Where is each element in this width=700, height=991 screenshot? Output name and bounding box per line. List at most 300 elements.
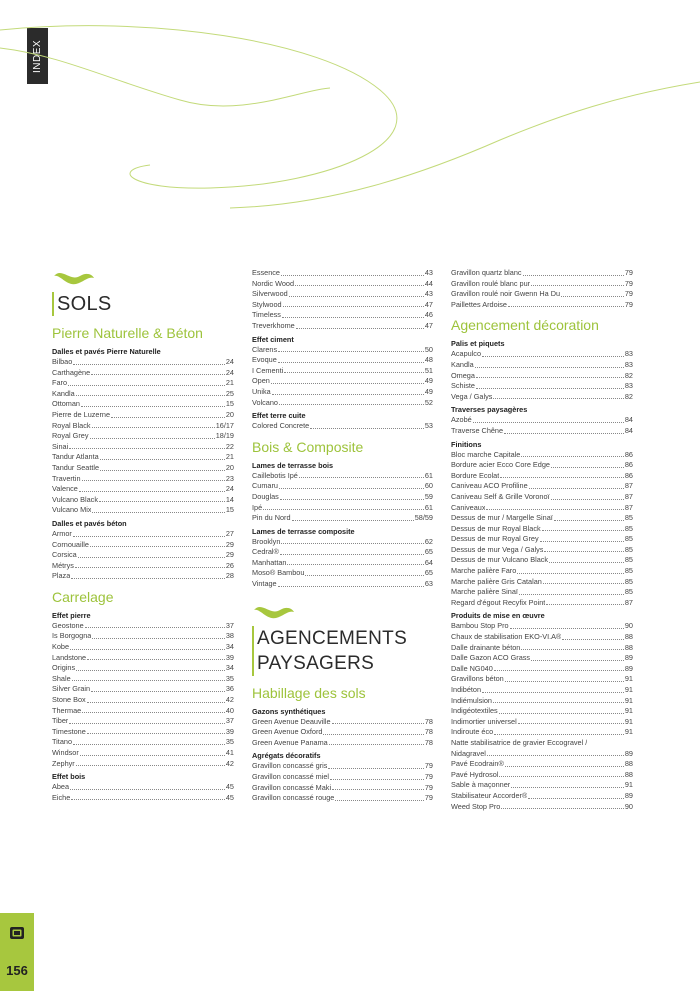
entry-page: 79	[424, 793, 433, 803]
index-entry[interactable]	[252, 503, 433, 514]
dot-leader	[493, 702, 624, 703]
index-entry[interactable]	[451, 696, 633, 707]
dot-leader	[73, 536, 225, 537]
entry-page: 43	[424, 289, 433, 299]
index-entry[interactable]	[451, 524, 633, 535]
index-entry[interactable]	[52, 653, 234, 664]
decorative-curve-lines	[0, 0, 700, 260]
entry-page: 85	[624, 513, 633, 523]
entry-name: Evoque	[252, 355, 277, 365]
entry-page: 21	[225, 452, 234, 462]
entry-page: 14	[225, 494, 234, 504]
dot-leader	[511, 787, 624, 788]
index-entry[interactable]	[451, 450, 633, 461]
dot-leader	[323, 734, 423, 735]
entry-name: Titano	[52, 737, 73, 747]
entry-name: Dessus de mur Royal Black	[451, 523, 541, 533]
dot-leader	[475, 367, 624, 368]
dot-leader	[71, 799, 225, 800]
dot-leader	[561, 296, 624, 297]
entry-page: 91	[624, 716, 633, 726]
index-entry[interactable]	[252, 300, 433, 311]
index-entry[interactable]	[52, 484, 234, 495]
entry-name: Marche palière Faro	[451, 566, 517, 576]
dot-leader	[486, 509, 623, 510]
index-entry[interactable]	[451, 791, 633, 802]
index-entry[interactable]	[451, 268, 633, 279]
entry-name: Cornouaille	[52, 539, 89, 549]
index-entry[interactable]	[451, 621, 633, 632]
index-entry[interactable]	[52, 399, 234, 410]
index-entry[interactable]	[451, 300, 633, 311]
entry-page: 83	[624, 349, 633, 359]
index-entry[interactable]	[52, 748, 234, 759]
index-entry[interactable]	[52, 505, 234, 516]
dot-leader	[271, 383, 424, 384]
entry-name: Azobé	[451, 415, 472, 425]
entry-page: 35	[225, 737, 234, 747]
entry-name: Marche palière Sinaï	[451, 587, 518, 597]
entry-name: Origins	[52, 663, 76, 673]
index-entry[interactable]	[451, 759, 633, 770]
entry-page: 24	[225, 484, 234, 494]
entry-name: Cedral®	[252, 547, 279, 557]
entry-page: 42	[225, 695, 234, 705]
entry-page: 78	[424, 737, 433, 747]
dot-leader	[482, 692, 624, 693]
index-entry[interactable]	[52, 621, 234, 632]
entry-page: 52	[424, 397, 433, 407]
dot-leader	[540, 541, 624, 542]
index-entry[interactable]	[52, 571, 234, 582]
entry-page: 25	[225, 388, 234, 398]
index-entry[interactable]	[451, 289, 633, 300]
index-entry[interactable]	[252, 366, 433, 377]
index-entry[interactable]	[451, 426, 633, 437]
entry-page: 91	[624, 674, 633, 684]
index-entry[interactable]	[252, 310, 433, 321]
entry-page: 65	[424, 568, 433, 578]
index-entry[interactable]	[52, 474, 234, 485]
dot-leader	[499, 776, 623, 777]
index-entry[interactable]	[451, 587, 633, 598]
index-entry[interactable]	[52, 368, 234, 379]
entry-name: Moso® Bambou	[252, 568, 305, 578]
subsection-heading: Finitions	[451, 439, 482, 449]
entry-name: Caniveau ACO Profiline	[451, 481, 528, 491]
entry-page: 45	[225, 782, 234, 792]
index-entry[interactable]	[252, 513, 433, 524]
index-entry[interactable]	[252, 761, 433, 772]
index-entry[interactable]	[52, 540, 234, 551]
entry-name: Pavé Hydrosol	[451, 769, 499, 779]
entry-name: Bilbao	[52, 357, 73, 366]
index-entry[interactable]	[252, 547, 433, 558]
dot-leader	[329, 744, 424, 745]
dot-leader	[332, 789, 424, 790]
entry-page: 59	[424, 491, 433, 501]
index-entry[interactable]	[252, 321, 433, 332]
dot-leader	[283, 306, 424, 307]
index-entry[interactable]	[52, 716, 234, 727]
index-entry[interactable]	[252, 568, 433, 579]
index-entry[interactable]	[451, 555, 633, 566]
entry-name: Timestone	[52, 726, 86, 736]
index-entry[interactable]	[252, 345, 433, 356]
entry-page: 34	[225, 642, 234, 652]
index-entry[interactable]	[52, 782, 234, 793]
entry-name: Clarens	[252, 344, 278, 354]
index-entry[interactable]	[451, 643, 633, 654]
entry-page: 88	[624, 642, 633, 652]
dot-leader	[531, 285, 624, 286]
index-entry[interactable]	[252, 783, 433, 794]
dot-leader	[75, 567, 225, 568]
index-entry[interactable]	[451, 706, 633, 717]
dot-leader	[305, 575, 423, 576]
entry-page: 20	[225, 462, 234, 472]
entry-page: 24	[225, 357, 234, 366]
entry-name: Is Borgogna	[52, 631, 92, 641]
entry-page: 85	[624, 523, 633, 533]
entry-page: 79	[424, 772, 433, 782]
entry-name: Paillettes Ardoise	[451, 299, 507, 309]
entry-name: Indimortier universel	[451, 716, 517, 726]
dot-leader	[73, 364, 225, 365]
dot-leader	[85, 627, 225, 628]
dot-leader	[72, 680, 225, 681]
entry-page: 79	[424, 782, 433, 792]
index-entry[interactable]	[451, 598, 633, 609]
index-entry[interactable]	[451, 460, 633, 471]
index-entry[interactable]	[52, 684, 234, 695]
index-entry[interactable]	[252, 421, 433, 432]
entry-page: 85	[624, 534, 633, 544]
entry-page: 49	[424, 376, 433, 386]
entry-name: Corsica	[52, 550, 77, 560]
entry-name: Valence	[52, 484, 78, 494]
dot-leader	[562, 639, 623, 640]
index-entry[interactable]	[52, 495, 234, 506]
entry-page: 63	[424, 579, 433, 589]
dot-leader	[80, 755, 225, 756]
subsection-heading: Lames de terrasse bois	[252, 460, 334, 470]
index-entry[interactable]	[451, 371, 633, 382]
entry-page: 43	[424, 268, 433, 277]
entry-name: Dessus de mur Vulcano Black	[451, 555, 549, 565]
entry-name: Geostone	[52, 620, 84, 630]
index-entry[interactable]	[52, 695, 234, 706]
index-entry[interactable]	[252, 481, 433, 492]
index-entry[interactable]	[451, 717, 633, 728]
dot-leader	[529, 488, 624, 489]
entry-page: 83	[624, 381, 633, 391]
dot-leader	[281, 275, 424, 276]
entry-page: 87	[624, 481, 633, 491]
index-entry[interactable]	[252, 727, 433, 738]
entry-page: 37	[225, 620, 234, 630]
dot-leader	[279, 488, 424, 489]
dot-leader	[531, 660, 624, 661]
index-entry[interactable]	[451, 545, 633, 556]
dot-leader	[282, 317, 424, 318]
index-entry[interactable]	[252, 717, 433, 728]
index-entry[interactable]	[451, 632, 633, 643]
entry-page: 91	[624, 727, 633, 737]
dot-leader	[554, 520, 624, 521]
index-entry[interactable]	[451, 749, 633, 760]
dot-leader	[517, 573, 624, 574]
index-entry[interactable]	[52, 378, 234, 389]
entry-page: 87	[624, 491, 633, 501]
entry-page: 64	[424, 557, 433, 567]
subsection-heading: Gazons synthétiques	[252, 706, 326, 716]
entry-name: Faro	[52, 378, 68, 388]
index-entry[interactable]	[252, 492, 433, 503]
entry-name: Dalle NG040	[451, 663, 493, 673]
index-entry[interactable]	[52, 442, 234, 453]
index-column-2	[252, 268, 433, 804]
index-entry[interactable]	[52, 410, 234, 421]
dot-leader	[78, 557, 225, 558]
index-entry[interactable]	[52, 727, 234, 738]
entry-name: Bordure acier Ecco Core Edge	[451, 460, 550, 470]
index-entry[interactable]	[52, 631, 234, 642]
entry-name: Colored Concrete	[252, 421, 310, 431]
index-entry[interactable]	[252, 772, 433, 783]
dot-leader	[476, 388, 624, 389]
entry-name: Caniveau Self & Grille Voronoï	[451, 491, 550, 501]
entry-name: Green Avenue Oxford	[252, 727, 323, 737]
dot-leader	[518, 723, 624, 724]
index-entry[interactable]	[252, 376, 433, 387]
index-entry[interactable]	[451, 279, 633, 290]
index-entry[interactable]	[252, 279, 433, 290]
entry-name: Bloc marche Capitale	[451, 449, 521, 459]
index-column-1	[52, 268, 234, 803]
dot-leader	[73, 744, 225, 745]
dot-leader	[100, 459, 225, 460]
dot-leader	[91, 691, 225, 692]
subsection-heading: Effet pierre	[52, 610, 91, 620]
entry-name: Caniveaux	[451, 502, 486, 512]
entry-name: Tandur Seattle	[52, 462, 100, 472]
index-entry[interactable]	[451, 392, 633, 403]
dot-leader	[332, 723, 424, 724]
dot-leader	[296, 328, 424, 329]
entry-name: Acapulco	[451, 349, 482, 359]
entry-name: Métrys	[52, 560, 74, 570]
entry-name: Dalle Gazon ACO Grass	[451, 653, 531, 663]
entry-page: 28	[225, 571, 234, 581]
index-entry[interactable]	[451, 566, 633, 577]
dot-leader	[473, 422, 624, 423]
entry-page: 48	[424, 355, 433, 365]
dot-leader	[82, 712, 225, 713]
dot-leader	[335, 800, 424, 801]
entry-page: 85	[624, 587, 633, 597]
entry-page: 89	[624, 653, 633, 663]
entry-name: Plaza	[52, 571, 71, 581]
index-entry[interactable]	[451, 674, 633, 685]
index-entry[interactable]	[52, 550, 234, 561]
dot-leader	[87, 733, 225, 734]
entry-page: 85	[624, 566, 633, 576]
index-entry[interactable]	[252, 355, 433, 366]
dot-leader	[295, 285, 424, 286]
entry-page: 91	[624, 706, 633, 716]
entry-name: Pavé Ecodrain®	[451, 759, 504, 769]
entry-name: Chaux de stabilisation EKO-VI.A®	[451, 632, 562, 642]
entry-name: Gravillon concassé miel	[252, 772, 330, 782]
subsection-heading: Effet terre cuite	[252, 411, 306, 421]
entry-name: Volcano	[252, 397, 278, 407]
entry-page: 51	[424, 365, 433, 375]
index-entry[interactable]	[451, 802, 633, 813]
dot-leader	[263, 509, 424, 510]
entry-name: Vega / Galys	[451, 391, 493, 401]
index-entry[interactable]	[451, 481, 633, 492]
dot-leader	[504, 433, 624, 434]
index-entry[interactable]	[451, 577, 633, 588]
index-entry[interactable]	[451, 770, 633, 781]
subsection-heading: Produits de mise en œuvre	[451, 611, 545, 621]
index-entry[interactable]	[451, 664, 633, 675]
entry-name: Thermae	[52, 705, 82, 715]
index-entry[interactable]	[451, 471, 633, 482]
entry-page: 86	[624, 460, 633, 470]
dot-leader	[482, 356, 624, 357]
entry-page: 87	[624, 597, 633, 607]
entry-page: 38	[225, 631, 234, 641]
page-number: 156	[6, 963, 28, 978]
index-entry[interactable]	[451, 738, 633, 749]
dot-leader	[494, 670, 624, 671]
index-entry[interactable]	[52, 421, 234, 432]
index-entry[interactable]	[451, 513, 633, 524]
index-entry[interactable]	[52, 642, 234, 653]
index-entry[interactable]	[52, 452, 234, 463]
index-entry[interactable]	[52, 759, 234, 770]
entry-page: 60	[424, 481, 433, 491]
index-entry[interactable]	[451, 727, 633, 738]
entry-page: 90	[624, 621, 633, 631]
index-column-3	[451, 268, 633, 812]
dot-leader	[493, 398, 624, 399]
index-entry[interactable]	[252, 793, 433, 804]
index-entry[interactable]	[52, 663, 234, 674]
index-entry[interactable]	[451, 492, 633, 503]
entry-name: Unika	[252, 386, 271, 396]
entry-page: 91	[624, 780, 633, 790]
dot-leader	[510, 628, 624, 629]
leaf-swoosh-icon	[52, 268, 96, 288]
dot-leader	[68, 385, 225, 386]
index-entry[interactable]	[52, 674, 234, 685]
index-entry[interactable]	[52, 561, 234, 572]
entry-name: Indibéton	[451, 685, 482, 694]
index-entry[interactable]	[252, 738, 433, 749]
index-entry[interactable]	[252, 558, 433, 569]
index-entry[interactable]	[52, 357, 234, 368]
page-footer	[0, 913, 34, 991]
dot-leader	[519, 594, 624, 595]
index-entry[interactable]	[52, 737, 234, 748]
index-entry[interactable]	[451, 349, 633, 360]
dot-leader	[501, 808, 624, 809]
index-entry[interactable]	[52, 431, 234, 442]
entry-name: Zephyr	[52, 758, 75, 768]
entry-page: 79	[624, 268, 633, 277]
dot-leader	[280, 499, 424, 500]
category-title: SOLS	[52, 292, 234, 316]
dot-leader	[87, 702, 225, 703]
index-entry[interactable]	[451, 685, 633, 696]
entry-name: Ipé	[252, 502, 263, 512]
entry-page: 89	[624, 663, 633, 673]
entry-name: Vintage	[252, 579, 277, 589]
index-entry[interactable]	[451, 415, 633, 426]
entry-name: Dessus de mur Vega / Galys	[451, 544, 544, 554]
dot-leader	[521, 456, 624, 457]
entry-name: Natte stabilisatrice de gravier Eccogravel /	[451, 737, 588, 747]
entry-page: 85	[624, 576, 633, 586]
index-entry[interactable]	[52, 529, 234, 540]
subsection-heading: Effet ciment	[252, 334, 294, 344]
index-entry[interactable]	[52, 793, 234, 804]
index-entry[interactable]	[451, 780, 633, 791]
category-title: AGENCEMENTS PAYSAGERS	[252, 626, 433, 676]
entry-name: Schiste	[451, 381, 475, 391]
subsection-heading: Palis et piquets	[451, 339, 505, 349]
entry-page: 58/59	[414, 513, 433, 523]
entry-page: 34	[225, 663, 234, 673]
entry-name: Bordure Ecolat	[451, 470, 500, 480]
index-entry[interactable]	[252, 289, 433, 300]
index-entry[interactable]	[52, 706, 234, 717]
index-entry[interactable]	[252, 268, 433, 279]
entry-page: 65	[424, 547, 433, 557]
index-entry[interactable]	[252, 398, 433, 409]
dot-leader	[500, 477, 624, 478]
entry-page: 47	[424, 320, 433, 330]
entry-name: Silver Grain	[52, 684, 91, 694]
index-entry[interactable]	[252, 471, 433, 482]
index-entry[interactable]	[451, 534, 633, 545]
entry-page: 88	[624, 632, 633, 642]
index-entry[interactable]	[52, 389, 234, 400]
index-entry[interactable]	[252, 579, 433, 590]
dot-leader	[289, 296, 424, 297]
category-block	[52, 268, 234, 316]
entry-name: Weed Stop Pro	[451, 801, 501, 811]
index-entry[interactable]	[252, 537, 433, 548]
index-entry[interactable]	[252, 387, 433, 398]
entry-page: 40	[225, 705, 234, 715]
index-entry[interactable]	[451, 503, 633, 514]
entry-name: Gravillon roulé blanc pur	[451, 278, 531, 288]
dot-leader	[287, 564, 423, 565]
index-entry[interactable]	[52, 463, 234, 474]
index-entry[interactable]	[451, 360, 633, 371]
index-entry[interactable]	[451, 381, 633, 392]
index-entry[interactable]	[451, 653, 633, 664]
dot-leader	[111, 417, 225, 418]
subsection-heading: Traverses paysagères	[451, 405, 528, 415]
book-icon	[9, 925, 25, 941]
entry-name: Sinai	[52, 441, 69, 451]
entry-name: Traverse Chêne	[451, 425, 504, 435]
